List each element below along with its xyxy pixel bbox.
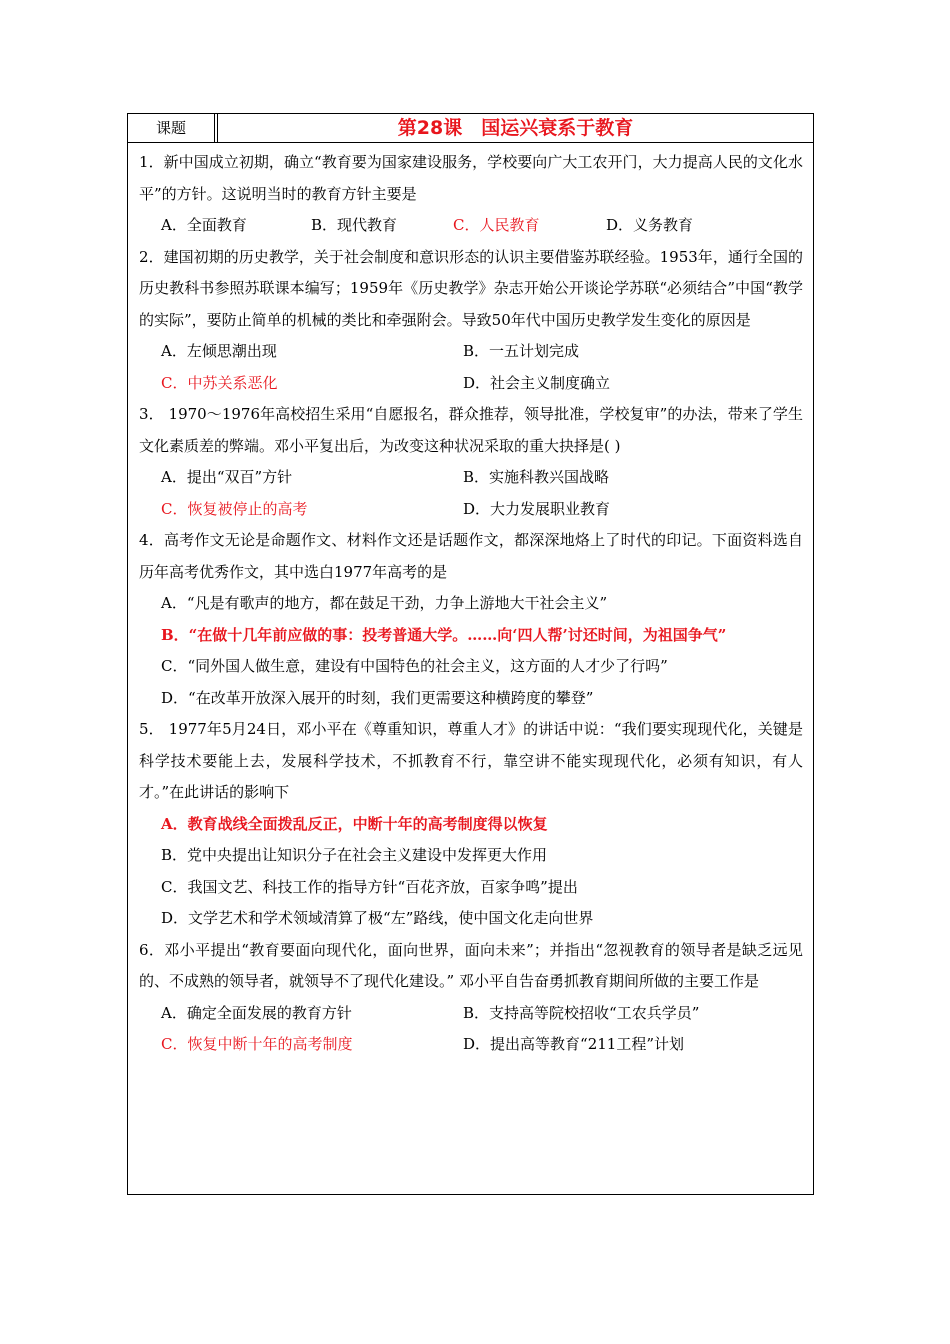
- option-d: D．文学艺术和学术领域清算了极“左”路线，使中国文化走向世界: [161, 909, 594, 927]
- question-stem: 5． 1977年5月24日，邓小平在《尊重知识，尊重人才》的讲话中说：“我们要实现现代化，关键是科学技术要能上去，发展科学技术，不抓教育不行，靠空讲不能实现现代化，必须有知识，有人才。”在此讲话的影响下: [139, 720, 803, 801]
- option-d: D．提出高等教育“211工程”计划: [463, 1035, 684, 1053]
- question-stem: 3． 1970～1976年高校招生采用“自愿报名，群众推荐，领导批准，学校复审”的办法，带来了学生文化素质差的弊端。邓小平复出后，为改变这种状况采取的重大抉择是( ): [139, 405, 803, 455]
- option-a: A．确定全面发展的教育方针: [161, 1003, 352, 1022]
- question-4: [139, 525, 803, 714]
- option-d: D．义务教育: [606, 216, 694, 234]
- option-c-answer: C．恢复被停止的高考: [161, 499, 308, 518]
- option-a: A．提出“双百”方针: [161, 468, 293, 486]
- option-b-answer: B．“在做十几年前应做的事：投考普通大学。……向‘四人帮’讨还时间，为祖国争气”: [161, 625, 727, 644]
- question-stem: 1．新中国成立初期，确立“教育要为国家建设服务，学校要向广大工农开门，大力提高人民的文化水平”的方针。这说明当时的教育方针主要是: [139, 153, 803, 203]
- question-2: [139, 242, 803, 400]
- option-c-answer: C．中苏关系恶化: [161, 373, 278, 392]
- option-a: A．“凡是有歌声的地方，都在鼓足干劲，力争上游地大干社会主义”: [161, 594, 608, 612]
- option-a: A．左倾思潮出现: [161, 342, 277, 360]
- question-stem: 6．邓小平提出“教育要面向现代化，面向世界，面向未来”；并指出“忽视教育的领导者是缺乏远见的、不成熟的领导者，就领导不了现代化建设。” 邓小平自告奋勇抓教育期间所做的主要工作是: [139, 940, 803, 990]
- options-row: [139, 336, 803, 368]
- option-b: B．支持高等院校招收“工农兵学员”: [463, 1003, 700, 1022]
- question-3: [139, 399, 803, 525]
- option-d: D．“在改革开放深入展开的时刻，我们更需要这种横跨度的攀登”: [161, 688, 594, 707]
- option-d: D．社会主义制度确立: [463, 373, 611, 392]
- option-b: B．一五计划完成: [463, 342, 580, 360]
- option-c-answer: C．人民教育: [453, 216, 540, 234]
- question-stem: 4．高考作文无论是命题作文、材料作文还是话题作文，都深深地烙上了时代的印记。下面资料选自历年高考优秀作文，其中选白1977年高考的是: [139, 531, 803, 581]
- lesson-sheet: [127, 113, 814, 1195]
- options-row: [139, 494, 803, 526]
- option-a-answer: A．教育战线全面拨乱反正，中断十年的高考制度得以恢复: [161, 814, 548, 833]
- option-b: B．现代教育: [311, 216, 398, 234]
- option-c-answer: C．恢复中断十年的高考制度: [161, 1035, 353, 1053]
- topic-label: 课题: [155, 119, 186, 137]
- options-row: [139, 998, 803, 1030]
- option-c: C．“同外国人做生意，建设有中国特色的社会主义，这方面的人才少了行吗”: [161, 657, 668, 675]
- question-1: [139, 147, 803, 242]
- options-row: [139, 1029, 803, 1061]
- option-b: B．党中央提出让知识分子在社会主义建设中发挥更大作用: [161, 846, 548, 864]
- question-6: [139, 935, 803, 1061]
- question-5: [139, 714, 803, 935]
- option-a: A．全面教育: [161, 216, 247, 234]
- header-row: [128, 114, 813, 143]
- topic-label-cell: [128, 114, 215, 142]
- option-c: C．我国文艺、科技工作的指导方针“百花齐放，百家争鸣”提出: [161, 877, 578, 896]
- options-row: [139, 210, 803, 242]
- options-row: [139, 368, 803, 400]
- lesson-title: 第28课 国运兴衰系于教育: [217, 114, 813, 142]
- options-row: [139, 462, 803, 494]
- option-d: D．大力发展职业教育: [463, 499, 611, 518]
- questions-area: [128, 143, 813, 1194]
- option-b: B．实施科教兴国战略: [463, 468, 610, 486]
- question-stem: 2．建国初期的历史教学，关于社会制度和意识形态的认识主要借鉴苏联经验。1953年，通行全国的历史教科书参照苏联课本编写；1959年《历史教学》杂志开始公开谈论学苏联“必须结合”中国“教学的实际”，要防止简单的机械的类比和牵强附会。导致50年代中国历史教学发生变化的原因是: [139, 247, 803, 329]
